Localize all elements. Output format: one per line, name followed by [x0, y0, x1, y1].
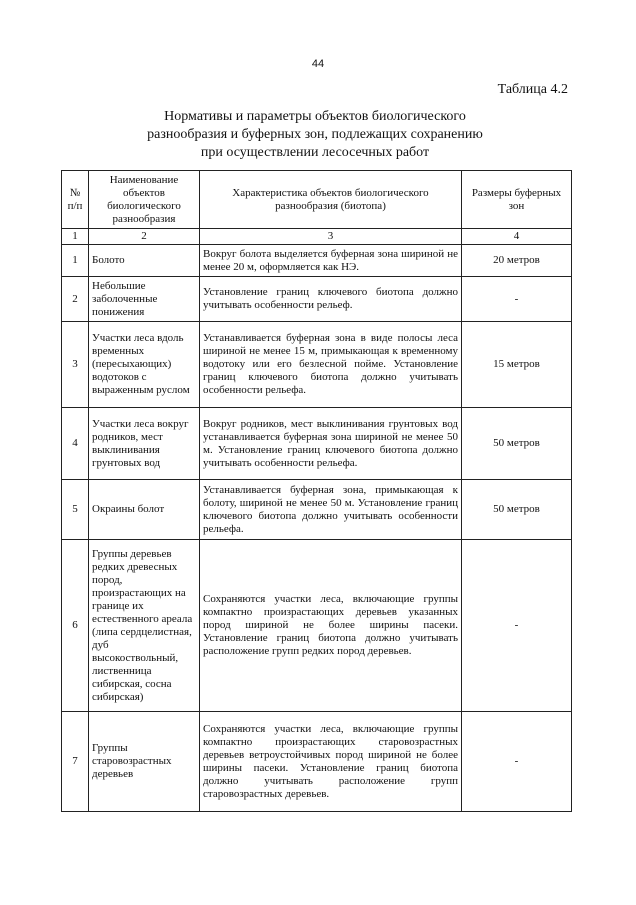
page-number: 44: [311, 58, 325, 70]
row-num: 2: [62, 277, 89, 322]
row-num: 6: [62, 540, 89, 712]
table-row: [62, 408, 572, 480]
header-size: Размеры буферных зон: [462, 171, 572, 229]
row-size: 15 метров: [462, 322, 572, 408]
row-desc: Сохраняются участки леса, включающие группы компактно произрастающих деревьев указанных пород шириной не более ширины пасеки. Установление границ биотопа должно учитывать расположение групп редких пород деревьев.: [200, 540, 462, 712]
row-size: 20 метров: [462, 245, 572, 277]
row-name: Участки леса вокруг родников, мест выклинивания грунтовых вод: [89, 408, 200, 480]
row-desc: Вокруг родников, мест выклинивания грунтовых вод устанавливается буферная зона шириной не менее 50 м. Установление границ ключевого биотопа должно учитывать особенности рельефа.: [200, 408, 462, 480]
table-row: [62, 277, 572, 322]
column-index: 4: [462, 229, 572, 245]
row-size: -: [462, 540, 572, 712]
row-num: 5: [62, 480, 89, 540]
table-row: [62, 480, 572, 540]
column-index: 2: [89, 229, 200, 245]
row-num: 3: [62, 322, 89, 408]
title-line: при осуществлении лесосечных работ: [200, 145, 430, 160]
column-index: 1: [62, 229, 89, 245]
table-title: [120, 108, 510, 162]
header-desc: Характеристика объектов биологического разнообразия (биотопа): [200, 171, 462, 229]
row-name: Группы деревьев редких древесных пород, произрастающих на границе их естественного ареала (липа сердцелистная, дуб высокоствольный, лиственница сибирская, сосна сибирская): [89, 540, 200, 712]
column-index: 3: [200, 229, 462, 245]
row-desc: Установление границ ключевого биотопа должно учитывать особенности рельеф.: [200, 277, 462, 322]
header-row: [62, 171, 572, 229]
row-name: Болото: [89, 245, 200, 277]
row-name: Группы старовозрастных деревьев: [89, 712, 200, 812]
table-row: [62, 712, 572, 812]
table-row: [62, 540, 572, 712]
title-line: Нормативы и параметры объектов биологического: [164, 109, 466, 124]
row-name: Окраины болот: [89, 480, 200, 540]
row-desc: Сохраняются участки леса, включающие группы компактно произрастающих старовозрастных деревьев ветроустойчивых пород шириной не более ширины пасеки. Установление границ биотопа должно учитывать расположение групп старовозрастных деревьев.: [200, 712, 462, 812]
row-size: -: [462, 277, 572, 322]
row-name: Небольшие заболоченные понижения: [89, 277, 200, 322]
row-size: -: [462, 712, 572, 812]
row-size: 50 метров: [462, 408, 572, 480]
norms-table: [61, 170, 572, 812]
row-name: Участки леса вдоль временных (пересыхающих) водотоков с выраженным руслом: [89, 322, 200, 408]
table-row: [62, 245, 572, 277]
header-num: № п/п: [62, 171, 89, 229]
row-num: 7: [62, 712, 89, 812]
table-row: [62, 322, 572, 408]
row-desc: Устанавливается буферная зона, примыкающая к болоту, шириной не менее 50 м. Установление границ ключевого биотопа должно учитывать особенности рельефа.: [200, 480, 462, 540]
row-num: 4: [62, 408, 89, 480]
title-line: разнообразия и буферных зон, подлежащих сохранению: [147, 127, 483, 142]
row-size: 50 метров: [462, 480, 572, 540]
row-num: 1: [62, 245, 89, 277]
row-desc: Вокруг болота выделяется буферная зона шириной не менее 20 м, оформляется как НЭ.: [200, 245, 462, 277]
column-index-row: [62, 229, 572, 245]
row-desc: Устанавливается буферная зона в виде полосы леса шириной не менее 15 м, примыкающая к временному водотоку или его безлесной пойме. Установление границ ключевого биотопа должно учитывать особенности рельефа.: [200, 322, 462, 408]
header-name: Наименование объектов биологического разнообразия: [89, 171, 200, 229]
table-label: Таблица 4.2: [497, 82, 568, 97]
